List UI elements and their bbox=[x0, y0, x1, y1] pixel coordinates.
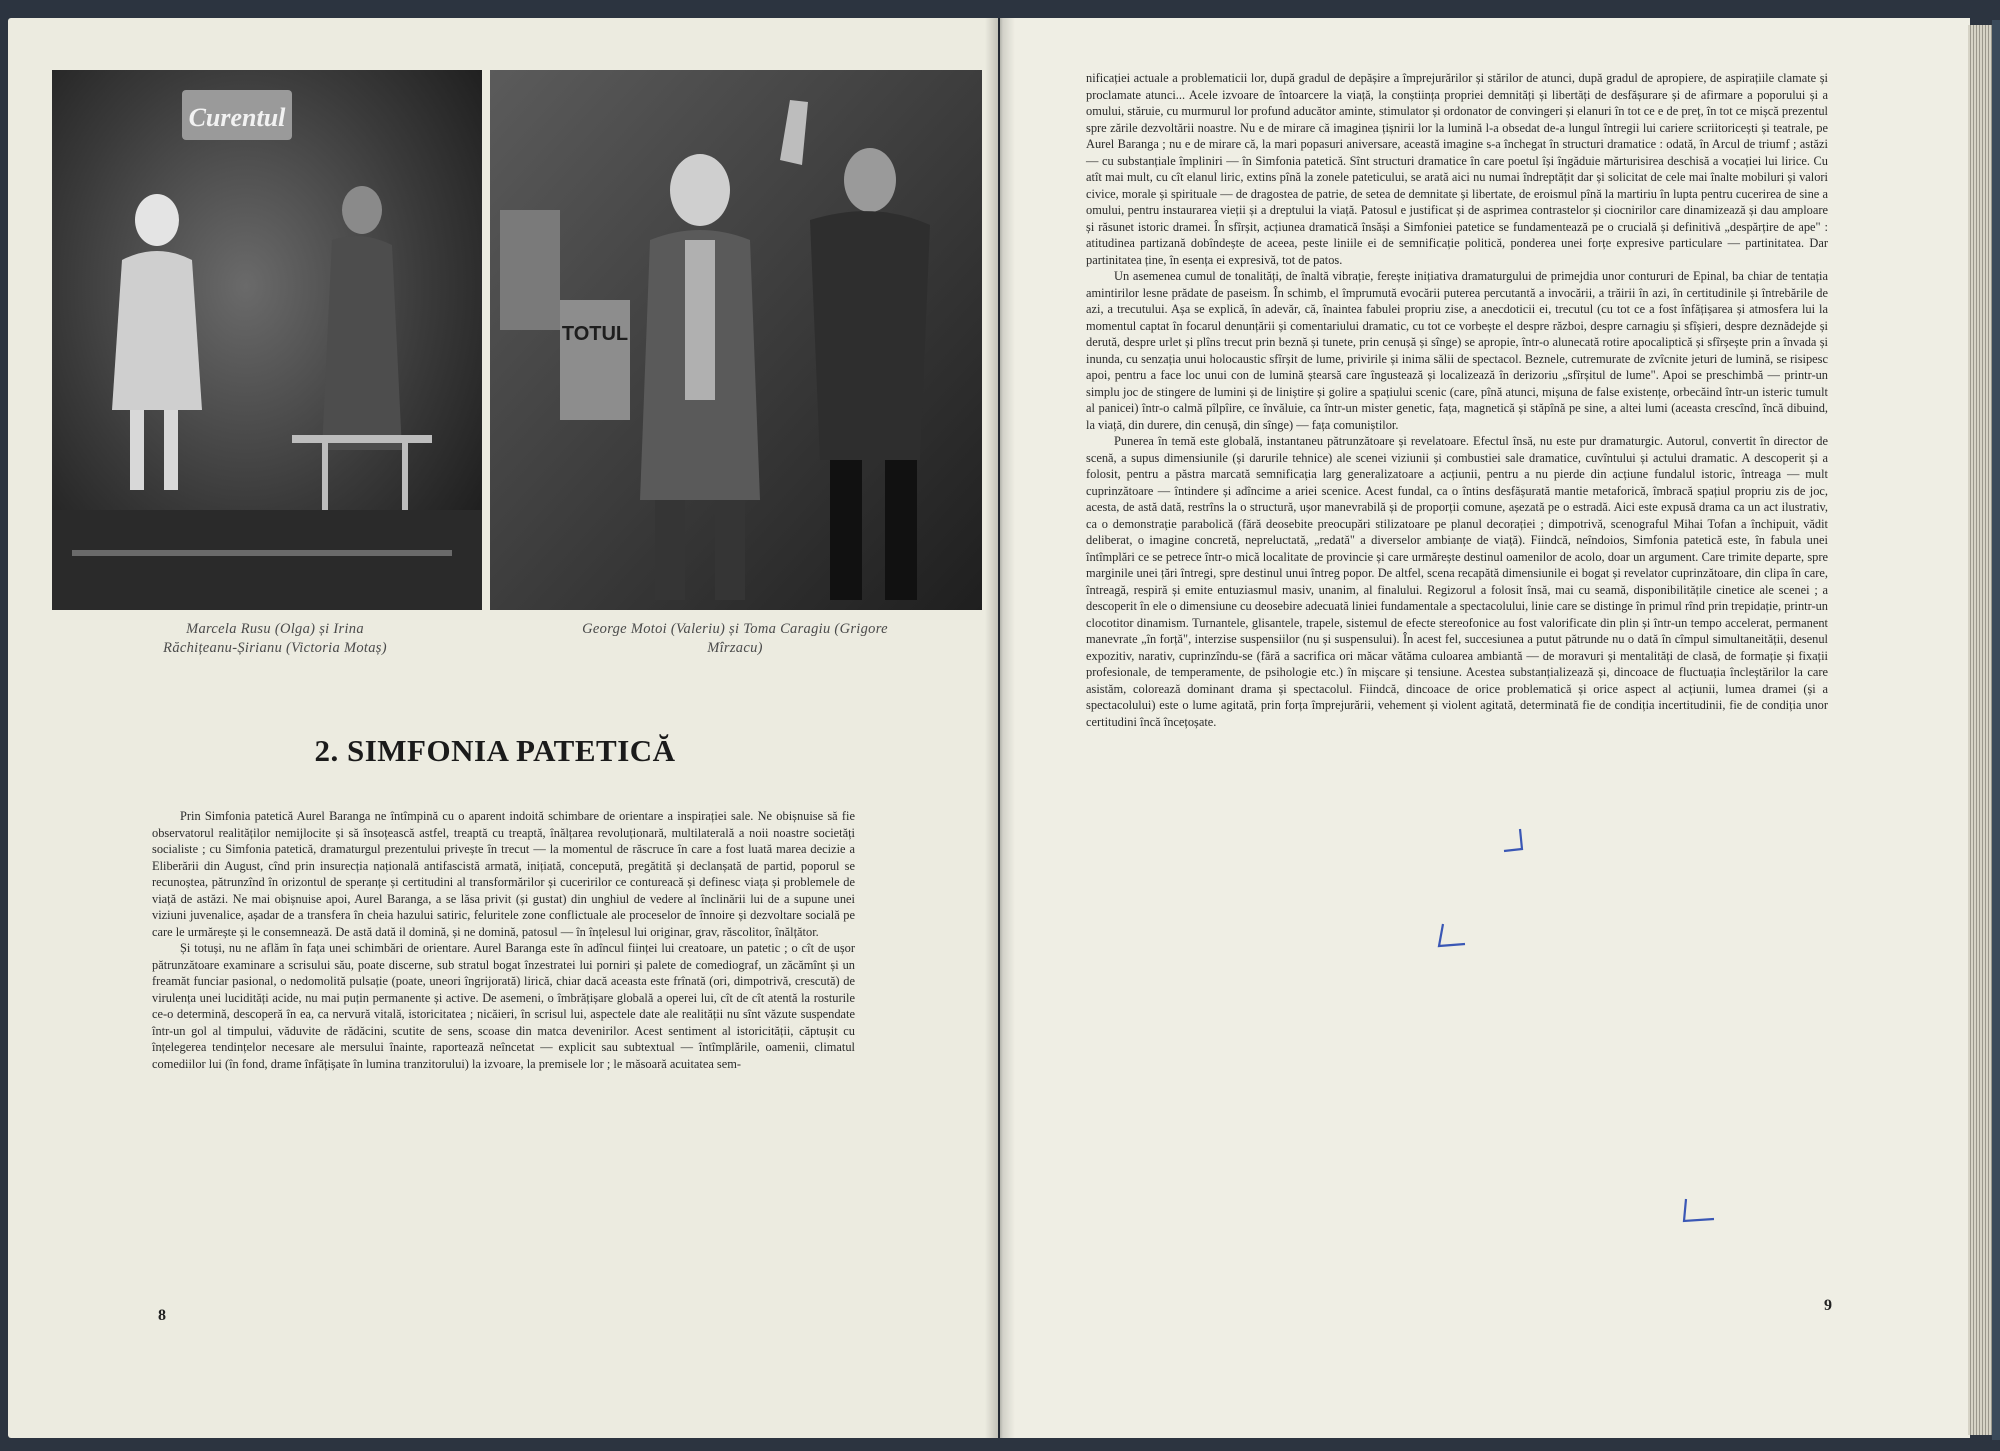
page-edges bbox=[1968, 25, 1992, 1435]
newspaper-sign-text: Curentul bbox=[188, 103, 286, 132]
pen-mark bbox=[1680, 1195, 1720, 1225]
page-number-left: 8 bbox=[158, 1307, 166, 1324]
book-cover-edge bbox=[1992, 20, 2000, 1440]
left-body-text bbox=[152, 808, 855, 1072]
paragraph: Prin Simfonia patetică Aurel Baranga ne întîmpină cu o aparent indoită schimbare de orientare a inspirației sale. Ne obișnuise să fie observatorul realităților nemijlocite și să însoțească astfel, treaptă cu treaptă, înălțarea revoluționară, multilaterală a noii noastre societăți socialiste ; cu Simfonia patetică, dramaturgul prezentului privește în trecut — la momentul de răscruce în care a fost luată marea decizie a Eliberării din August, cînd prin insurecția națională antifascistă armată, inițiată, concepută, pregătită și declanșată de partid, poporul se recunoștea, pătrunzînd în orizontul de speranțe și certitudini al transformărilor și cuceririlor ce contureacă și definesc viața și problemele de viață de astăzi. Ne mai obișnuise apoi, Aurel Baranga, a se lăsa privit (și gustat) din unghiul de vedere al înclinării lui de a supune unei viziuni juvenalice, așadar de a transfera în cheia hazului satiric, feluritele zone conflictuale ale proceselor de înnoire și dezvoltare socială pe care le urmărește și le consemnează. De astă dată il domină, și ne domină, patosul — în înțelesul lui originar, grav, răscolitor, înălțător. bbox=[152, 809, 855, 939]
paragraph: Punerea în temă este globală, instantaneu pătrunzătoare și revelatoare. Efectul însă, nu este pur dramaturgic. Autorul, convertit în director de scenă, a supus dimensiunile (și darurile tehnice) ale scenei viziunii și combustiei sale dramatice, cuvîntului și actului dramatic. A descoperit și a folosit, pentru a păstra marcată semnificația larg generalizatoare a acțiunii, pentru a nu pierde din acțiune fundalul istoric, întreaga — mult cuprinzătoare — întindere și adîncime a ariei scenice. Acest fundal, ca o întins desfășurată mantie metaforică, îmbracă spațiul propriu zis de joc, acesta, de astă dată, restrîns la o structură, ușor manevrabilă și de proporții comune, așezată pe o estradă. Aici este expusă drama ca un act ilustrativ, ca o demonstrație parabolică (fără deosebite preocupări stilizatoare pe planul decorației ; dimpotrivă, scenograful Mihai Tofan a închipuit, vădit deliberat, o imagine concretă, nepreluctată, „redată" a diverselor ambianțe de viață). Fiindcă, neîndoios, Simfonia patetică este, în fabula unei întîmplări ce se petrece într-o mică localitate de provincie și care urmărește destinul oamenilor de acolo, doar un argument. Care trimite departe, spre marginile unei țări întregi, spre destinul unui întreg popor. De altfel, scena recapătă dimensiunile ei bogat și revelator cuprinzătoare, din clipa în care, întreagă, respiră și emite entuziasmul masiv, unanim, al finalului. Regizorul a folosit însă, mai cu seamă, disponibilitățile cinetice ale scenei ; a descoperit în ele o dimensiune cu deosebire adecuată liniei fundamentale a spectacolului, linie care se distinge în primul rînd prin trepidație, printr-un clocotitor dinamism. Turnantele, glisantele, trapele, sistemul de efecte stereofonice au fost valorificate din plin și într-un tempo accelerat, permanent manevrate „în forță", interzise suspensiilor (nu și suspensului). În acest fel, succesiunea a putut pătrunde nu o dată în cîmpul simultaneității, desenul expozitiv, narativ, cuprinzîndu-se (fără a sacrifica ori măcar vătăma culoarea ambiantă — de moravuri și mentalități de clasă, de formație și fixații profesionale, de temperamente, de psihologie etc.) în mișcare și tensiune. Acestea substanțializează și, dincoace de fluctuația încleștărilor la care asistăm, colorează dominant drama și spectacolul. Fiindcă, dincoace de orice problematică și orice aspect al acțiunii, lumea dramei (și a spectacolului) este o lume agitată, prin forța împrejurării, vehement și violent agitată, determinată fie de condiția incertitudinii, fie de condiția unor certitudini încă încețoșate. bbox=[1086, 434, 1828, 729]
chapter-title: 2. SIMFONIA PATETICĂ bbox=[314, 733, 676, 768]
stage-photo-left-image bbox=[52, 70, 482, 610]
poster bbox=[560, 300, 630, 420]
stage-photo-left bbox=[52, 70, 482, 610]
book-gutter bbox=[985, 18, 1015, 1438]
pen-mark bbox=[1500, 825, 1530, 855]
photo-caption-right: George Motoi (Valeriu) și Toma Caragiu (Grigore Mîrzacu) bbox=[582, 621, 888, 656]
page-number-right: 9 bbox=[1824, 1297, 1832, 1314]
poster-text: TOTUL bbox=[561, 323, 629, 345]
paragraph: Și totuși, nu ne aflăm în fața unei schimbări de orientare. Aurel Baranga este în adîncul ființei lui creatoare, un patetic ; o cît de ușor pătrunzătoare examinare a scrisului său, poate discerne, sub stratul bogat înzestratei lui porniri și palete de comediograf, un zăcămînt și un freamăt funciar pasional, o nedomolită pulsație (poate, uneori îngrijorată) lirică, chiar dacă aceasta este frînată (ori, dimpotrivă, crescută) de virulența unei lucidități acide, nu mai puțin permanente și active. De asemeni, o îmbrățișare globală a operei lui, cît de cît atentă la rosturile ce-o determină, descoperă în ea, ca nervură vitală, istoricitatea ; nicăieri, în scrisul lui, aspectele date ale realității nu sînt văzute suspendate într-un gol al timpului, văduvite de rădăcini, scutite de sens, scoase din matca devenirilor. Acest sentiment al istoricității, căptușit cu înțelegerea tendințelor necesare ale mersului înainte, raportează neîncetat — explicit sau subtextual — întîmplările, oamenii, climatul comediilor lui (în fond, drame înfățișate în lumina tranzitorului) la izvoare, la premisele lor ; le măsoară acuitatea sem- bbox=[152, 941, 855, 1071]
stage-photo-right-image bbox=[490, 70, 982, 610]
pen-mark bbox=[1435, 920, 1475, 950]
paragraph: Un asemenea cumul de tonalități, de înaltă vibrație, ferește inițiativa dramaturgului de primejdia unor contururi de Epinal, ba chiar de tentația amintirilor lesne prădate de paseism. În schimb, el împrumută evocării puterea percutantă a invocării, a trăirii în azi, în certitudinile și întrebările de azi, a trecutului. Așa se explică, în adevăr, că, înaintea fabulei propriu zise, a anecdoticii ei, trecutul (cu tot ce a fost înfățișarea și atmosfera lui la momentul captat în focarul denunțării și comentariului dramatic, cu tot ce vorbește el despre război, despre carnagiu și sfîșieri, despre deznădejde și derută, despre urlet și plîns trecut prin beznă și tunete, prin cenușă și sînge) se apropie, într-o alunecată rotire apocaliptică și sfîrșește prin a învada și inunda, cu senzația unui holocaustic sfîrșit de lume, privirile și inima sălii de spectacol. Beznele, cutremurate de zvîcnite jeturi de lumină, se risipesc apoi, pentru a face loc unui con de lumină ștearsă care îngustează și localizează în derizoriu „sfîrșitul de lume". Apoi se preschimbă — printr-un simplu joc de stingere de lumini și de liniștire și golire a spațiului scenic (care, pînă atunci, mișuna de false existențe, orbecăind într-un isteric tumult al panicei) într-o calmă pîlpîire, ce învăluie, ca într-un mister genetic, fața, magnetică și stăpînă pe sine, a altei lumi (aceasta crescînd, încă dibuind, la viață, din durere, din cenușă, din sînge) — fața comuniștilor. bbox=[1086, 269, 1828, 432]
right-body-text bbox=[1086, 70, 1828, 730]
photo-caption-left: Marcela Rusu (Olga) și Irina Răchițeanu-Șirianu (Victoria Motaș) bbox=[163, 621, 387, 656]
paragraph: nificației actuale a problematicii lor, după gradul de depășire a împrejurărilor și stărilor de atunci, după gradul de apropiere, de aspirațiile clamate și proclamate atunci... Acele izvoare de întoarcere la viață, la conștiința propriei demnități și libertăți de desfășurare și de afirmare a poporului și a omului, stăruie, cu murmurul lor profund aducător aminte, stimulator și ordonator de convingeri și elanuri în tot ce e de preț, în tot ce mișcă prezentul spre zările dezvoltării noastre. Nu e de mirare că imaginea țișnirii lor la lumină l-a obsedat de-a lungul întregii lui cariere scriitoricești și teatrale, pe Aurel Baranga ; nu e de mirare că, la mari popasuri aniversare, această imagine s-a închegat în structuri dramatice : odată, în Arcul de triumf ; astăzi — cu substanțiale împliniri — în Simfonia patetică. Sînt structuri dramatice în care poetul își îngăduie mărturisirea deschisă a vocației lui lirice. Cu atît mai mult, cu cît elanul liric, extins pînă la zonele pateticului, se arată aici nu numai îndreptățit dar și solicitat de cele mai înalte mobiluri și valori civice, morale și spirituale — de dragostea de patrie, de setea de demnitate și libertate, de eroismul pînă la martiriu în lupta pentru cucerirea de sine a omului, pentru instaurarea vieții și a dreptului la viață. Patosul e justificat și de asprimea contrastelor și ciocnirilor care dinamizează și dau amploare și răsunet istoric dramei. În sfîrșit, acțiunea dramatică însăși a Simfoniei patetice se fundamentează pe o crucială și definitivă „despărțire de ape" : atitudinea partizană dobîndește de aceea, peste liniile ei de semnificație politică, ponderea unei forțe expresive particulare — partinitatea. Dar partinitatea ține, în esența ei expresivă, tot de patos. bbox=[1086, 71, 1828, 267]
stage-photo-right bbox=[490, 70, 982, 610]
